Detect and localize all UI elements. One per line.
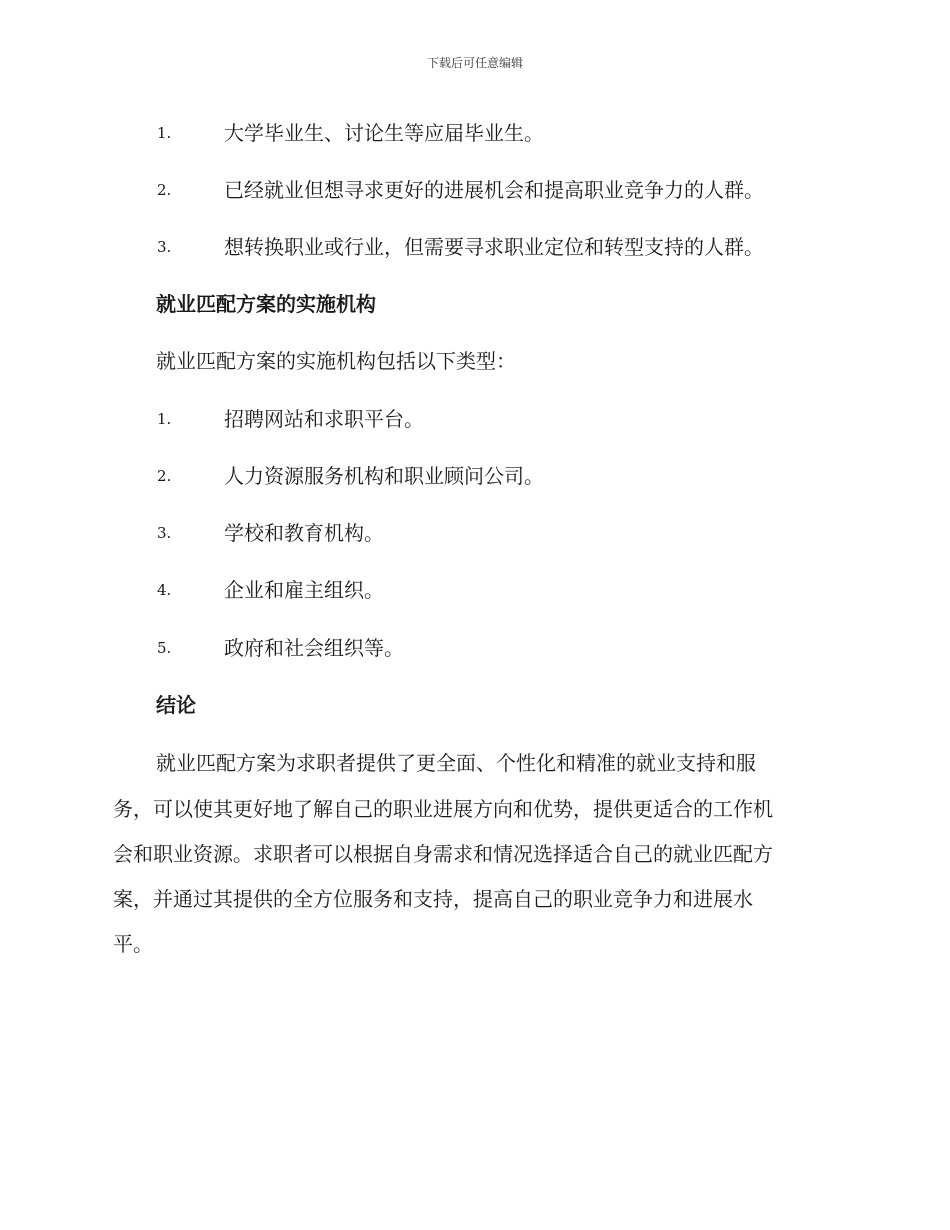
list-item (0, 117, 950, 147)
list-text: 已经就业但想寻求更好的进展机会和提高职业竞争力的人群。 (224, 178, 764, 202)
paragraph-line: 就业匹配方案为求职者提供了更全面、个性化和精准的就业支持和服 (156, 751, 756, 775)
section-heading-institutions: 就业匹配方案的实施机构 (156, 292, 376, 316)
list-number: 5. (157, 639, 172, 657)
section-intro: 就业匹配方案的实施机构包括以下类型： (156, 349, 516, 373)
list-item (0, 403, 950, 433)
list-text: 想转换职业或行业，但需要寻求职业定位和转型支持的人群。 (224, 235, 764, 259)
list-text: 大学毕业生、讨论生等应届毕业生。 (224, 121, 544, 145)
list-item (0, 231, 950, 261)
list-number: 1. (157, 410, 172, 428)
list-number: 2. (157, 181, 172, 199)
list-number: 1. (157, 124, 172, 142)
list-text: 学校和教育机构。 (224, 521, 384, 545)
list-text: 企业和雇主组织。 (224, 578, 384, 602)
list-text: 政府和社会组织等。 (224, 636, 404, 660)
list-number: 3. (157, 238, 172, 256)
paragraph-line: 会和职业资源。求职者可以根据自身需求和情况选择适合自己的就业匹配方 (113, 842, 773, 866)
list-item (0, 632, 950, 662)
list-number: 3. (157, 524, 172, 542)
list-text: 人力资源服务机构和职业顾问公司。 (224, 464, 544, 488)
section-heading-conclusion: 结论 (156, 693, 196, 717)
list-item (0, 517, 950, 547)
list-text: 招聘网站和求职平台。 (224, 407, 424, 431)
paragraph-line: 平。 (113, 932, 153, 956)
list-number: 2. (157, 467, 172, 485)
list-item (0, 174, 950, 204)
list-item (0, 460, 950, 490)
list-number: 4. (157, 581, 172, 599)
paragraph-line: 案，并通过其提供的全方位服务和支持，提高自己的职业竞争力和进展水 (113, 887, 753, 911)
paragraph-line: 务，可以使其更好地了解自己的职业进展方向和优势，提供更适合的工作机 (113, 797, 773, 821)
list-item (0, 574, 950, 604)
page-header: 下载后可任意编辑 (426, 56, 523, 70)
